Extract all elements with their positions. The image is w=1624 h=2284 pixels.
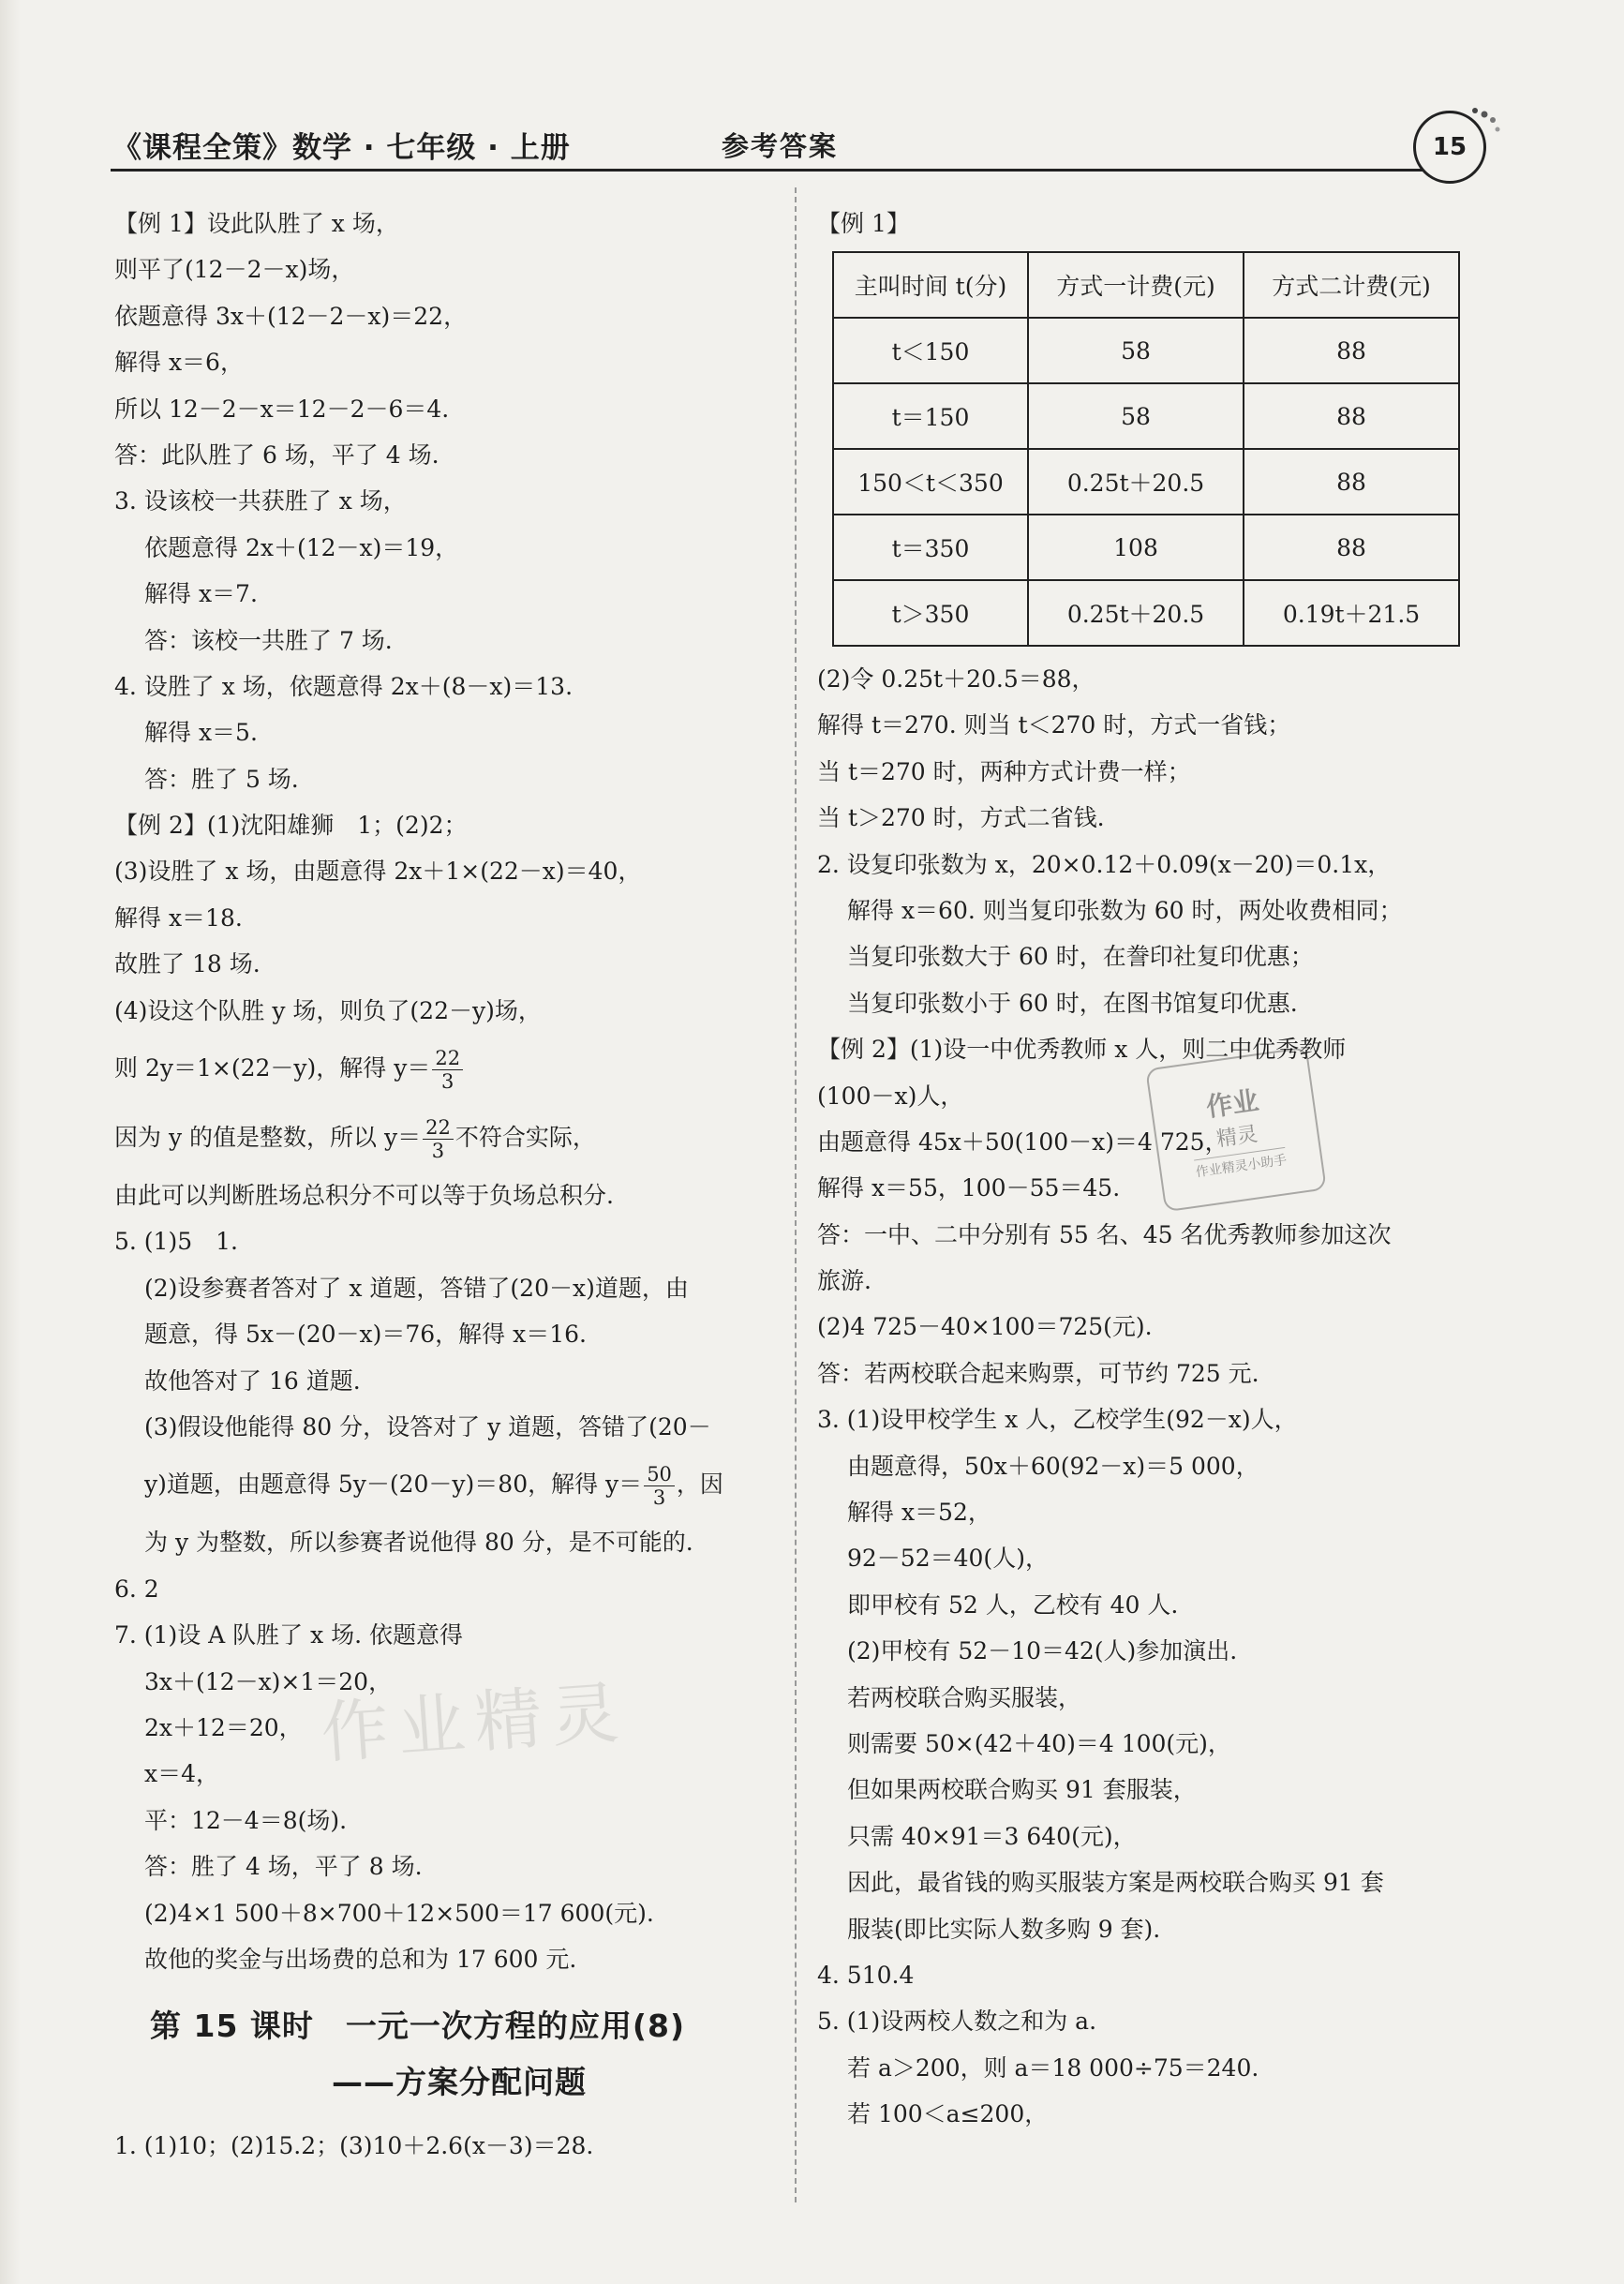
stamp-text: 作业精灵小助手 — [1194, 1147, 1288, 1181]
text-segment: 不符合实际， — [454, 1124, 596, 1152]
text-line: 当 t＝270 时，两种方式计费一样； — [817, 757, 1191, 785]
text-line: (100－x)人， — [817, 1082, 964, 1110]
table-cell: 88 — [1244, 318, 1459, 383]
stamp-text: 精灵 — [1214, 1122, 1259, 1152]
text-line — [114, 1450, 780, 1519]
table-header: 方式二计费(元) — [1244, 252, 1459, 318]
text-line: 【例 2】(1)沈阳雄狮 1；(2)2； — [114, 812, 468, 840]
example-label: 【例 1】 — [817, 210, 910, 237]
table-cell: t＜150 — [833, 318, 1028, 383]
text-line: 当 t＞270 时，方式二省钱. — [817, 804, 1105, 832]
fraction-denominator: 3 — [431, 1140, 445, 1163]
text-line: 【例 1】设此队胜了 x 场， — [114, 210, 399, 237]
right-column — [817, 201, 1492, 246]
text-line: 由此可以判断胜场总积分不可以等于负场总积分. — [114, 1182, 614, 1210]
text-line: 4. 设胜了 x 场，依题意得 2x＋(8－x)＝13. — [114, 672, 574, 700]
fraction-numerator: 22 — [432, 1047, 463, 1070]
text-segment: 因为 y 的值是整数，所以 y＝ — [114, 1124, 422, 1152]
text-line: 3. (1)设甲校学生 x 人，乙校学生(92－x)人， — [817, 1406, 1298, 1434]
lesson-subtitle: ——方案分配问题 — [332, 2064, 587, 2100]
text-line: 故他答对了 16 道题. — [144, 1366, 361, 1395]
text-line: 为 y 为整数，所以参赛者说他得 80 分，是不可能的. — [144, 1529, 693, 1557]
book-title: 《课程全策》数学 · 七年级 · 上册 — [112, 131, 571, 165]
text-line: 3. 设该校一共获胜了 x 场， — [114, 487, 407, 515]
text-line: (2)甲校有 52－10＝42(人)参加演出. — [847, 1637, 1238, 1665]
table-cell: 88 — [1244, 449, 1459, 515]
table-row — [833, 449, 1459, 515]
table-header-row — [833, 252, 1459, 318]
table-cell: 58 — [1028, 383, 1244, 449]
text-line: 题意，得 5x－(20－x)＝76，解得 x＝16. — [144, 1321, 587, 1349]
text-line: 所以 12－2－x＝12－2－6＝4. — [114, 395, 450, 423]
text-line: 答：胜了 4 场，平了 8 场. — [144, 1853, 423, 1881]
fraction — [432, 1047, 463, 1093]
text-line — [114, 1103, 780, 1172]
table-cell: 88 — [1244, 515, 1459, 580]
text-line: 4. 510.4 — [817, 1961, 915, 1989]
text-line: 答：胜了 5 场. — [144, 765, 299, 793]
fraction-denominator: 3 — [441, 1070, 454, 1094]
right-column-body — [817, 656, 1492, 2138]
text-segment: y)道题，由题意得 5y－(20－y)＝80，解得 y＝ — [144, 1470, 643, 1499]
text-line: 平：12－4＝8(场). — [144, 1806, 348, 1834]
watermark: 作业精灵 — [318, 1672, 631, 1773]
section-label: 参考答案 — [722, 130, 839, 162]
table-cell: 150＜t＜350 — [833, 449, 1028, 515]
table-cell: 58 — [1028, 318, 1244, 383]
table-header: 方式一计费(元) — [1028, 252, 1244, 318]
table-cell: 0.25t＋20.5 — [1028, 449, 1244, 515]
text-line: 解得 x＝7. — [144, 580, 258, 608]
text-line: 解得 x＝52， — [847, 1499, 991, 1527]
text-line: 即甲校有 52 人，乙校有 40 人. — [847, 1590, 1179, 1619]
text-line: 故胜了 18 场. — [114, 950, 261, 978]
table-row — [833, 515, 1459, 580]
text-line: 1. (1)10；(2)15.2；(3)10＋2.6(x－3)＝28. — [114, 2132, 594, 2159]
table-cell: t＝350 — [833, 515, 1028, 580]
fee-table — [832, 251, 1460, 647]
page-number: 15 — [1413, 111, 1486, 184]
text-line: 由题意得 45x＋50(100－x)＝4 725， — [817, 1127, 1229, 1156]
text-line: (4)设这个队胜 y 场，则负了(22－y)场， — [114, 996, 542, 1024]
text-line: 因此，最省钱的购买服装方案是两校联合购买 91 套 — [847, 1869, 1384, 1897]
text-line: 旅游. — [817, 1267, 872, 1295]
text-line: (2)设参赛者答对了 x 道题，答错了(20－x)道题，由 — [144, 1274, 689, 1302]
text-line: (3)假设他能得 80 分，设答对了 y 道题，答错了(20－ — [144, 1412, 711, 1441]
text-line: 依题意得 2x＋(12－x)＝19， — [144, 533, 459, 561]
table-row — [833, 383, 1459, 449]
text-line: 若两校联合购买服装， — [847, 1683, 1082, 1711]
watermark-stamp — [1145, 1047, 1327, 1213]
text-line: 当复印张数大于 60 时，在誊印社复印优惠； — [847, 943, 1314, 971]
text-line: 解得 x＝18. — [114, 903, 243, 932]
page-binding-shadow — [0, 0, 21, 2284]
text-line: 则平了(12－2－x)场， — [114, 256, 355, 284]
text-line: (2)令 0.25t＋20.5＝88， — [817, 665, 1095, 693]
fraction-numerator: 22 — [423, 1116, 454, 1140]
text-line: 答：若两校联合起来购票，可节约 725 元. — [817, 1359, 1259, 1387]
table-cell: 108 — [1028, 515, 1244, 580]
text-line: 解得 x＝55，100－55＝45. — [817, 1174, 1121, 1202]
text-line: 【例 2】(1)设一中优秀教师 x 人，则二中优秀教师 — [817, 1036, 1347, 1064]
text-line: 由题意得，50x＋60(92－x)＝5 000， — [847, 1452, 1259, 1480]
text-line: 3x＋(12－x)×1＝20， — [144, 1667, 393, 1695]
text-line: 2x＋12＝20， — [144, 1713, 303, 1741]
text-line: 若 100＜a≤200， — [847, 2100, 1049, 2128]
text-line: 5. (1)5 1. — [114, 1228, 238, 1256]
text-line: 依题意得 3x＋(12－2－x)＝22， — [114, 302, 468, 330]
table-cell: 88 — [1244, 383, 1459, 449]
table-row — [833, 318, 1459, 383]
text-line: 7. (1)设 A 队胜了 x 场. 依题意得 — [114, 1621, 464, 1650]
text-line: 若 a＞200，则 a＝18 000÷75＝240. — [847, 2053, 1259, 2082]
text-line: (3)设胜了 x 场，由题意得 2x＋1×(22－x)＝40， — [114, 858, 642, 886]
text-line: 答：该校一共胜了 7 场. — [144, 626, 393, 654]
text-line — [114, 1034, 780, 1103]
text-line: 解得 t＝270. 则当 t＜270 时，方式一省钱； — [817, 711, 1291, 739]
table-header: 主叫时间 t(分) — [833, 252, 1028, 318]
fraction-denominator: 3 — [652, 1486, 666, 1510]
table-cell: 0.25t＋20.5 — [1028, 580, 1244, 646]
text-segment: ，因 — [676, 1470, 723, 1499]
text-line: x＝4， — [144, 1760, 220, 1788]
lesson-title: 第 15 课时 一元一次方程的应用(8) — [150, 2008, 686, 2044]
text-line: 解得 x＝6， — [114, 349, 244, 377]
table-cell: 0.19t＋21.5 — [1244, 580, 1459, 646]
text-line: 但如果两校联合购买 91 套服装， — [847, 1776, 1197, 1804]
text-line: (2)4 725－40×100＝725(元). — [817, 1313, 1153, 1341]
text-line: 92－52＝40(人)， — [847, 1545, 1049, 1573]
header-rule — [111, 169, 1451, 172]
fraction — [423, 1116, 454, 1162]
table-cell: t＝150 — [833, 383, 1028, 449]
text-line: 5. (1)设两校人数之和为 a. — [817, 2008, 1097, 2036]
text-line: (2)4×1 500＋8×700＋12×500＝17 600(元). — [144, 1899, 654, 1927]
column-divider — [795, 187, 797, 2202]
stamp-text: 作业 — [1204, 1084, 1261, 1124]
text-line: 答：此队胜了 6 场，平了 4 场. — [114, 440, 440, 469]
text-line: 6. 2 — [114, 1575, 159, 1603]
fraction — [644, 1463, 675, 1509]
fraction-numerator: 50 — [644, 1463, 675, 1486]
text-segment: 则 2y＝1×(22－y)，解得 y＝ — [114, 1054, 431, 1082]
text-line: 只需 40×91＝3 640(元)， — [847, 1822, 1137, 1850]
text-line: 则需要 50×(42＋40)＝4 100(元)， — [847, 1729, 1231, 1757]
text-line: 解得 x＝5. — [144, 719, 258, 747]
text-line: 服装(即比实际人数多购 9 套). — [847, 1915, 1161, 1943]
text-line: 当复印张数小于 60 时，在图书馆复印优惠. — [847, 989, 1298, 1017]
table-row — [833, 580, 1459, 646]
text-line: 2. 设复印张数为 x，20×0.12＋0.09(x－20)＝0.1x， — [817, 850, 1392, 878]
text-line: 解得 x＝60. 则当复印张数为 60 时，两处收费相同； — [847, 896, 1403, 924]
text-line: 答：一中、二中分别有 55 名、45 名优秀教师参加这次 — [817, 1220, 1392, 1248]
text-line: 故他的奖金与出场费的总和为 17 600 元. — [144, 1945, 577, 1973]
table-cell: t＞350 — [833, 580, 1028, 646]
